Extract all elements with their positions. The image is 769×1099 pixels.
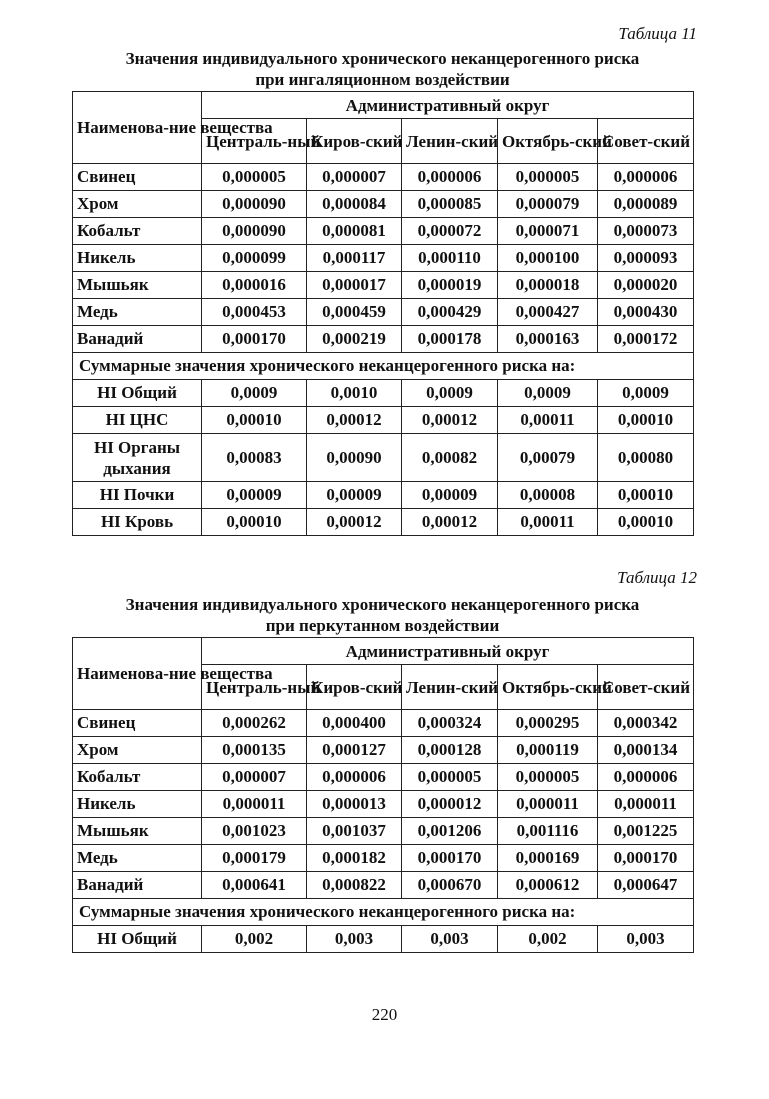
risk-value: 0,000135: [202, 737, 307, 764]
risk-value: 0,000822: [307, 872, 402, 899]
risk-value: 0,000011: [598, 791, 694, 818]
hazard-index-value: 0,0009: [402, 380, 498, 407]
risk-value: 0,000079: [498, 191, 598, 218]
risk-value: 0,000429: [402, 299, 498, 326]
risk-value: 0,000006: [402, 164, 498, 191]
column-header-district: Октябрь-ский: [498, 665, 598, 710]
hazard-index-value: 0,0009: [598, 380, 694, 407]
hazard-index-value: 0,00010: [202, 509, 307, 536]
risk-value: 0,000179: [202, 845, 307, 872]
table-row: [73, 272, 694, 299]
substance-name: Кобальт: [73, 218, 202, 245]
hazard-index-value: 0,003: [598, 926, 694, 953]
column-header-district: Централь-ный: [202, 119, 307, 164]
column-header-district: Киров-ский: [307, 119, 402, 164]
risk-value: 0,000110: [402, 245, 498, 272]
hazard-index-name: HI Почки: [73, 482, 202, 509]
hazard-index-value: 0,003: [402, 926, 498, 953]
risk-value: 0,000169: [498, 845, 598, 872]
risk-value: 0,000005: [498, 164, 598, 191]
column-header-district: Централь-ный: [202, 665, 307, 710]
summary-label-row: [73, 353, 694, 380]
column-header-name: Наименова-ние вещества: [73, 92, 202, 164]
risk-value: 0,000081: [307, 218, 402, 245]
hazard-index-value: 0,00080: [598, 434, 694, 482]
risk-value: 0,000400: [307, 710, 402, 737]
table-11: [72, 91, 694, 536]
table-row: [73, 191, 694, 218]
risk-value: 0,000170: [202, 326, 307, 353]
risk-value: 0,000100: [498, 245, 598, 272]
hazard-index-row: [73, 434, 694, 482]
risk-value: 0,000007: [202, 764, 307, 791]
risk-value: 0,000073: [598, 218, 694, 245]
risk-value: 0,000295: [498, 710, 598, 737]
hazard-index-value: 0,00090: [307, 434, 402, 482]
hazard-index-value: 0,00009: [402, 482, 498, 509]
risk-value: 0,000134: [598, 737, 694, 764]
substance-name: Свинец: [73, 164, 202, 191]
hazard-index-name: HI Общий: [73, 926, 202, 953]
hazard-index-value: 0,002: [202, 926, 307, 953]
column-header-district: Совет-ский: [598, 119, 694, 164]
column-header-district: Киров-ский: [307, 665, 402, 710]
risk-value: 0,000170: [598, 845, 694, 872]
hazard-index-value: 0,00008: [498, 482, 598, 509]
hazard-index-value: 0,00082: [402, 434, 498, 482]
substance-name: Медь: [73, 845, 202, 872]
risk-value: 0,000093: [598, 245, 694, 272]
risk-value: 0,000612: [498, 872, 598, 899]
hazard-index-value: 0,00009: [202, 482, 307, 509]
risk-value: 0,000128: [402, 737, 498, 764]
risk-value: 0,000005: [498, 764, 598, 791]
hazard-index-value: 0,00010: [598, 509, 694, 536]
summary-label: Суммарные значения хронического неканцерогенного риска на:: [73, 353, 694, 380]
risk-value: 0,000019: [402, 272, 498, 299]
risk-value: 0,000459: [307, 299, 402, 326]
hazard-index-value: 0,0009: [202, 380, 307, 407]
hazard-index-row: [73, 509, 694, 536]
hazard-index-row: [73, 380, 694, 407]
risk-value: 0,000324: [402, 710, 498, 737]
risk-value: 0,000072: [402, 218, 498, 245]
column-header-name: Наименова-ние вещества: [73, 638, 202, 710]
hazard-index-value: 0,003: [307, 926, 402, 953]
column-header-district: Ленин-ский: [402, 119, 498, 164]
table-11-title-line2: при ингаляционном воздействии: [255, 70, 510, 89]
substance-name: Свинец: [73, 710, 202, 737]
table-row: [73, 299, 694, 326]
column-header-group: Административный округ: [202, 638, 694, 665]
table-row: [73, 164, 694, 191]
column-header-district: Ленин-ский: [402, 665, 498, 710]
hazard-index-name: HI Кровь: [73, 509, 202, 536]
hazard-index-value: 0,00010: [202, 407, 307, 434]
risk-value: 0,000163: [498, 326, 598, 353]
table-row: [73, 818, 694, 845]
hazard-index-value: 0,00083: [202, 434, 307, 482]
risk-value: 0,000017: [307, 272, 402, 299]
risk-value: 0,001116: [498, 818, 598, 845]
table-12-label: Таблица 12: [617, 568, 697, 587]
hazard-index-row: [73, 926, 694, 953]
table-12-title-line2: при перкутанном воздействии: [265, 616, 500, 635]
risk-value: 0,000005: [402, 764, 498, 791]
risk-value: 0,000090: [202, 218, 307, 245]
column-header-group: Административный округ: [202, 92, 694, 119]
risk-value: 0,001206: [402, 818, 498, 845]
substance-name: Ванадий: [73, 326, 202, 353]
hazard-index-value: 0,00011: [498, 509, 598, 536]
risk-value: 0,000006: [598, 764, 694, 791]
table-row: [73, 245, 694, 272]
risk-value: 0,000084: [307, 191, 402, 218]
table-row: [73, 872, 694, 899]
hazard-index-value: 0,00012: [307, 407, 402, 434]
risk-value: 0,000090: [202, 191, 307, 218]
risk-value: 0,000670: [402, 872, 498, 899]
hazard-index-value: 0,00010: [598, 407, 694, 434]
substance-name: Кобальт: [73, 764, 202, 791]
header-row: [73, 638, 694, 665]
table-row: [73, 326, 694, 353]
table-12-title: [72, 594, 693, 636]
hazard-index-name: HI Органы дыхания: [73, 434, 202, 482]
page-number: 220: [371, 1005, 398, 1024]
risk-value: 0,000172: [598, 326, 694, 353]
risk-value: 0,000647: [598, 872, 694, 899]
hazard-index-value: 0,00011: [498, 407, 598, 434]
substance-name: Мышьяк: [73, 272, 202, 299]
risk-value: 0,000099: [202, 245, 307, 272]
summary-label-row: [73, 899, 694, 926]
hazard-index-name: HI ЦНС: [73, 407, 202, 434]
risk-value: 0,000427: [498, 299, 598, 326]
table-11-label: Таблица 11: [618, 24, 697, 43]
table-row: [73, 737, 694, 764]
risk-value: 0,000170: [402, 845, 498, 872]
risk-value: 0,000085: [402, 191, 498, 218]
table-12: [72, 637, 694, 953]
risk-value: 0,000178: [402, 326, 498, 353]
hazard-index-value: 0,0010: [307, 380, 402, 407]
substance-name: Хром: [73, 191, 202, 218]
table-11-title: [72, 48, 693, 90]
table-row: [73, 218, 694, 245]
hazard-index-name: HI Общий: [73, 380, 202, 407]
hazard-index-value: 0,00010: [598, 482, 694, 509]
risk-value: 0,000342: [598, 710, 694, 737]
risk-value: 0,000117: [307, 245, 402, 272]
risk-value: 0,000089: [598, 191, 694, 218]
risk-value: 0,000018: [498, 272, 598, 299]
risk-value: 0,000219: [307, 326, 402, 353]
risk-value: 0,000641: [202, 872, 307, 899]
risk-value: 0,000013: [307, 791, 402, 818]
risk-value: 0,000119: [498, 737, 598, 764]
substance-name: Мышьяк: [73, 818, 202, 845]
risk-value: 0,000262: [202, 710, 307, 737]
risk-value: 0,000453: [202, 299, 307, 326]
risk-value: 0,000430: [598, 299, 694, 326]
risk-value: 0,000012: [402, 791, 498, 818]
hazard-index-row: [73, 482, 694, 509]
table-row: [73, 791, 694, 818]
substance-name: Медь: [73, 299, 202, 326]
risk-value: 0,000006: [307, 764, 402, 791]
summary-label: Суммарные значения хронического неканцерогенного риска на:: [73, 899, 694, 926]
risk-value: 0,001023: [202, 818, 307, 845]
substance-name: Ванадий: [73, 872, 202, 899]
substance-name: Никель: [73, 791, 202, 818]
risk-value: 0,000016: [202, 272, 307, 299]
hazard-index-value: 0,00009: [307, 482, 402, 509]
hazard-index-value: 0,0009: [498, 380, 598, 407]
hazard-index-value: 0,00012: [307, 509, 402, 536]
table-11-title-line1: Значения индивидуального хронического неканцерогенного риска: [125, 49, 640, 68]
hazard-index-row: [73, 407, 694, 434]
hazard-index-value: 0,00012: [402, 509, 498, 536]
risk-value: 0,000005: [202, 164, 307, 191]
risk-value: 0,000071: [498, 218, 598, 245]
header-row: [73, 92, 694, 119]
risk-value: 0,001225: [598, 818, 694, 845]
column-header-district: Совет-ский: [598, 665, 694, 710]
hazard-index-value: 0,00079: [498, 434, 598, 482]
risk-value: 0,000020: [598, 272, 694, 299]
risk-value: 0,000007: [307, 164, 402, 191]
substance-name: Никель: [73, 245, 202, 272]
column-header-district: Октябрь-ский: [498, 119, 598, 164]
table-12-title-line1: Значения индивидуального хронического неканцерогенного риска: [125, 595, 640, 614]
risk-value: 0,000182: [307, 845, 402, 872]
table-row: [73, 764, 694, 791]
risk-value: 0,000011: [498, 791, 598, 818]
hazard-index-value: 0,002: [498, 926, 598, 953]
risk-value: 0,000006: [598, 164, 694, 191]
table-row: [73, 845, 694, 872]
risk-value: 0,000011: [202, 791, 307, 818]
substance-name: Хром: [73, 737, 202, 764]
table-row: [73, 710, 694, 737]
risk-value: 0,001037: [307, 818, 402, 845]
risk-value: 0,000127: [307, 737, 402, 764]
hazard-index-value: 0,00012: [402, 407, 498, 434]
